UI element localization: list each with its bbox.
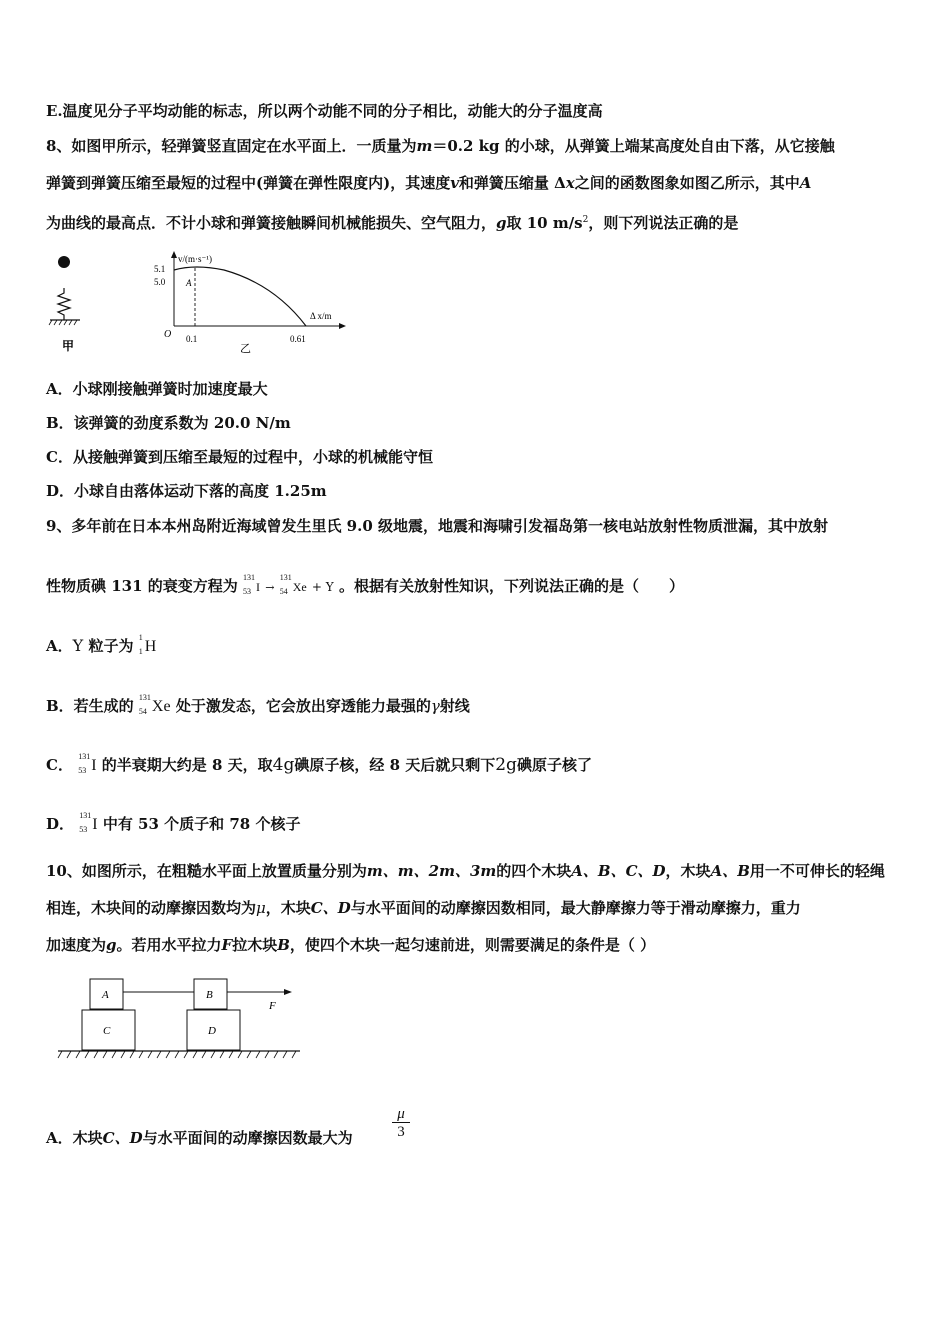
tick-0.1: 0.1 [186,334,198,344]
q8-line2: 弹簧到弹簧压缩至最短的过程中(弹簧在弹性限度内)，其速度v和弹簧压缩量 Δx之间的函数图象如图乙所示，其中A [46,174,812,192]
nuclide-h1: 1 1 H [138,633,157,656]
nuclide-i131: 131 53 I [243,573,260,596]
q8-option-a: A．小球刚接触弹簧时加速度最大 [46,380,268,398]
fraction-mu-over-3: μ 3 [392,1106,410,1141]
ball-icon [58,256,70,268]
block-a-label: A [102,989,109,1001]
q10-line3: 加速度为g。若用水平拉力F拉木块B，使四个木块一起匀速前进，则需要满足的条件是（ ） [46,936,656,954]
point-a-label: A [186,278,192,288]
q9-line2: 性物质碘 131 的衰变方程为 131 53 I → 131 54 Xe + Y 。根据有关放射性知识，下列说法正确的是（ ） [46,573,684,596]
tick-5.1: 5.1 [154,264,166,274]
q10-line2: 相连，木块间的动摩擦因数均为μ，木块C、D与水平面间的动摩擦因数相同，最大静摩擦力等于滑动摩擦力，重力 [46,899,801,917]
spring-velocity-figure [44,248,354,356]
origin-label: O [164,329,172,340]
q8-option-c: C．从接触弹簧到压缩至最短的过程中，小球的机械能守恒 [46,448,433,466]
q8-line3: 为曲线的最高点．不计小球和弹簧接触瞬间机械能损失、空气阻力，g取 10 $m/s^2$，则下列说法正确的是 [46,214,739,232]
tick-0.61: 0.61 [290,334,306,344]
block-b-label: B [206,989,213,1001]
q9-option-c: C． 131 53 I 的半衰期大约是 8 天，取4g碘原子核，经 8 天后就只剩下2g碘原子核了 [46,752,592,775]
q9-option-d: D． 131 53 I 中有 53 个质子和 78 个核子 [46,811,301,834]
q8-option-b: B．该弹簧的劲度系数为 20.0 N/m [46,414,291,432]
block-d-label: D [208,1025,216,1037]
q8-line1: 8、如图甲所示，轻弹簧竖直固定在水平面上．一质量为m＝0.2 kg 的小球，从弹簧上端某高度处自由下落，从它接触 [46,137,835,155]
q10-line1: 10、如图所示，在粗糙水平面上放置质量分别为m、m、2m、3m的四个木块A、B、C、D，木块A、B用一不可伸长的轻绳 [46,862,885,880]
label-yi: 乙 [240,343,251,355]
option-e: E.温度见分子平均动能的标志，所以两个动能不同的分子相比，动能大的分子温度高 [46,102,603,120]
q9-option-b: B．若生成的 131 54 Xe 处于激发态，它会放出穿透能力最强的γ射线 [46,693,470,716]
nuclide-xe131: 131 54 Xe [138,693,171,716]
spring-icon [58,288,70,320]
q9-line1: 9、多年前在日本本州岛附近海域曾发生里氏 9.0 级地震，地震和海啸引发福岛第一核电站放射性物质泄漏，其中放射 [46,517,828,535]
nuclide-i131: 131 53 I [78,752,97,775]
nuclide-i131: 131 53 I [79,811,98,834]
block-c-label: C [103,1025,111,1037]
tick-5.0: 5.0 [154,277,166,287]
q8-option-d: D．小球自由落体运动下落的高度 1.25m [46,482,327,500]
x-axis-label: Δ x/m [310,311,332,321]
ground-hatch [58,1051,296,1058]
nuclide-xe131: 131 54 Xe [279,573,307,596]
q10-option-a: A．木块C、D与水平面间的动摩擦因数最大为 [46,1129,353,1147]
q9-option-a: A．Y 粒子为 1 1 H [46,633,157,656]
label-jia: 甲 [62,339,75,353]
blocks-figure [54,975,304,1065]
velocity-curve [174,267,306,326]
y-axis-label: v/(m·s⁻¹) [178,254,212,264]
force-label: F [269,1000,276,1012]
